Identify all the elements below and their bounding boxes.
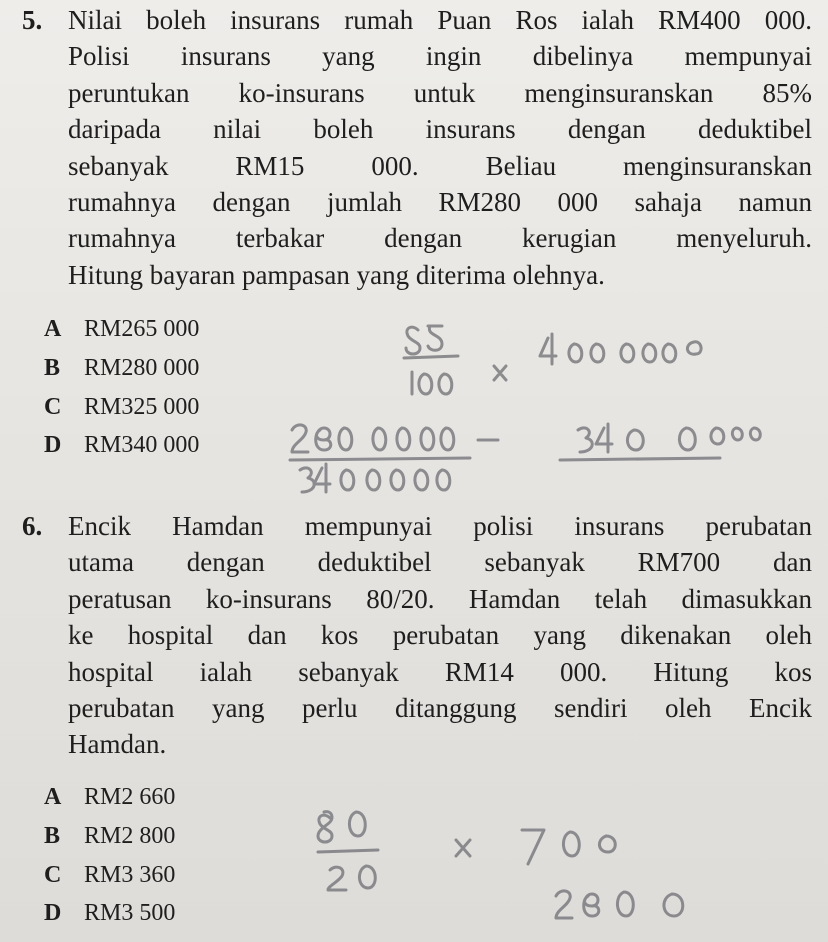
question-5 [22, 2, 812, 293]
scribble-340000 [300, 464, 450, 492]
question-6-number: 6. [22, 511, 43, 541]
option-5b[interactable]: B RM280 000 [44, 354, 200, 381]
scribble-2800 [556, 891, 683, 918]
scribble-underline-right [560, 458, 720, 460]
option-5d[interactable]: D RM340 000 [44, 432, 200, 459]
question-6 [22, 508, 812, 763]
scribble-85 [406, 326, 442, 354]
question-6-line: Hamdan. [68, 729, 167, 760]
option-6b[interactable]: B RM2 800 [44, 822, 176, 849]
question-6-options [44, 778, 175, 933]
question-5-line: Polisi insurans yang ingin dibelinya mempunyai [68, 41, 812, 72]
question-5-line: 5. Nilai boleh insurans rumah Puan Ros ialah RM400 000. [22, 2, 812, 38]
question-5-line: sebanyak RM15 000. Beliau menginsuranskan [68, 150, 812, 181]
question-6-line: utama dengan deduktibel sebanyak RM700 dan [68, 547, 812, 578]
question-5-line: rumahnya dengan jumlah RM280 000 sahaja namun [68, 187, 812, 218]
scribble-underline [290, 458, 470, 460]
scribble-280000 [292, 425, 454, 452]
scribble-times-400000 [494, 334, 701, 380]
question-5-options [44, 310, 199, 465]
question-5-line: rumahnya terbakar dengan kerugian menyeluruh. [68, 223, 812, 254]
option-6c[interactable]: C RM3 360 [44, 861, 176, 888]
scribble-fraction-line-6 [318, 850, 378, 852]
question-6-line: peratusan ko-insurans 80/20. Hamdan telah dimasukkan [68, 583, 812, 614]
question-5-line: peruntukan ko-insurans untuk menginsuranskan 85% [68, 77, 812, 108]
question-5-number: 5. [22, 5, 43, 35]
question-5-line: Hitung bayaran pampasan yang diterima olehnya. [68, 259, 605, 290]
scribble-fraction-line [404, 356, 458, 358]
question-6-line: perubatan yang perlu ditanggung sendiri oleh Encik [68, 693, 812, 724]
option-6a[interactable]: A RM2 660 [44, 784, 176, 810]
scribble-minus-340000 [478, 424, 760, 452]
question-6-line: 6. Encik Hamdan mempunyai polisi insurans perubatan [22, 508, 812, 544]
option-6d[interactable]: D RM3 500 [44, 900, 176, 927]
scribble-20 [328, 866, 375, 890]
scribble-100 [412, 372, 452, 394]
scribble-80 [318, 812, 365, 842]
option-5a[interactable]: A RM265 000 [44, 316, 200, 342]
question-6-line: ke hospital dan kos perubatan yang dikenakan oleh [68, 620, 812, 651]
option-5c[interactable]: C RM325 000 [44, 393, 200, 420]
question-5-line: daripada nilai boleh insurans dengan deduktibel [68, 114, 812, 145]
question-6-line: hospital ialah sebanyak RM14 000. Hitung kos [68, 656, 812, 687]
scribble-times-700 [456, 830, 615, 864]
